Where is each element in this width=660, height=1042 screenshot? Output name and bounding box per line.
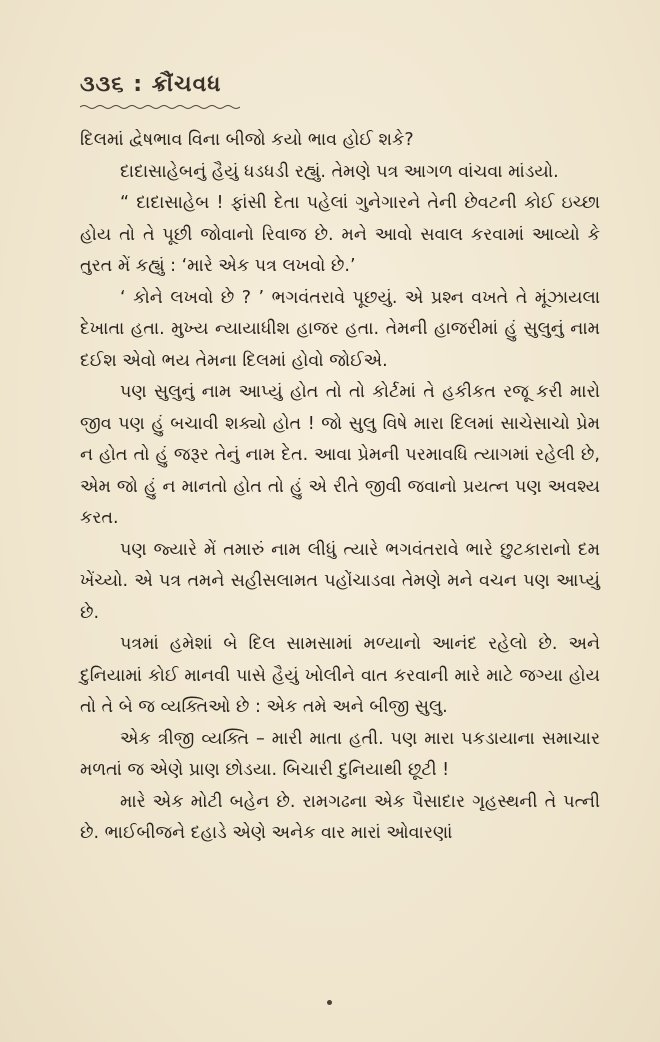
chapter-title: ક્રૌંચવધ — [151, 72, 222, 97]
paragraph: મારે એક મોટી બહેન છે. રામગઢના એક પૈસાદાર ગૃહસ્થની તે પત્ની છે. ભાઈબીજને દહાડે એણે અનેક વાર મારાં ઓવારણાં — [80, 791, 600, 843]
page-dot-mark — [327, 1000, 332, 1005]
body-text — [80, 125, 600, 850]
paragraph: પણ સુલુનું નામ આપ્યું હોત તો તો કોર્ટમાં તે હકીકત રજૂ કરી મારો જીવ પણ હું બચાવી શક્યો હોત ! જો સુલુ વિષે મારા દિલમાં સાચેસાચો પ્રેમ ન હોત તો હું જરૂર તેનું નામ દેત. આવા પ્રેમની પરમાવધિ ત્યાગમાં રહેલી છે, એમ જો હું ન માનતો હોત તો હું એ રીતે જીવી જવાનો પ્રયત્ન પણ અવશ્ય કરત. — [80, 382, 600, 528]
page-number: ૩૩૬ — [80, 72, 125, 97]
header-separator: : — [133, 72, 144, 97]
paragraph: દાદાસાહેબનું હૈયું ધડધડી રહ્યું. તેમણે પત્ર આગળ વાંચવા માંડયો. — [120, 161, 559, 182]
paragraph: પણ જ્યારે મેં તમારું નામ લીધું ત્યારે ભગવંતરાવે ભારે છુટકારાનો દમ ખેંચ્યો. એ પત્ર તમને સહીસલામત પહોંચાડવા તેમણે મને વચન પણ આપ્યું છે. — [80, 539, 600, 623]
paragraph: પત્રમાં હમેશાં બે દિલ સામસામાં મળ્યાનો આનંદ રહેલો છે. અને દુનિયામાં કોઈ માનવી પાસે હૈયું ખોલીને વાત કરવાની મારે માટે જગ્યા હોય તો તે બે જ વ્યક્તિઓ છે : એક તમે અને બીજી સુલુ. — [80, 634, 600, 717]
paragraph: એક ત્રીજી વ્યક્તિ – મારી માતા હતી. પણ મારા પકડાયાના સમાચાર મળતાં જ એણે પ્રાણ છોડયા. બિચારી દુનિયાથી છૂટી ! — [80, 728, 600, 780]
paragraph: ‘ કોને લખવો છે ? ’ ભગવંતરાવે પૂછયું. એ પ્રશ્ન વખતે તે મૂંઝાયલા દેખાતા હતા. મુખ્ય ન્યાયાધીશ હાજર હતા. તેમની હાજરીમાં હું સુલુનું નામ દઈશ એવો ભય તેમના દિલમાં હોવો જોઈએ. — [80, 287, 600, 371]
wavy-underline — [80, 104, 240, 110]
running-header — [80, 72, 221, 97]
paragraph: દિલમાં દ્વેષભાવ વિના બીજો કયો ભાવ હોઈ શકે? — [80, 130, 414, 150]
paragraph: “ દાદાસાહેબ ! ફાંસી દેતા પહેલાં ગુનેગારને તેની છેવટની કોઈ ઇચ્છા હોય તો તે પૂછી જોવાનો રિવાજ છે. મને આવો સવાલ કરવામાં આવ્યો કે તુરત મેં કહ્યું : ‘મારે એક પત્ર લખવો છે.’ — [80, 193, 600, 276]
